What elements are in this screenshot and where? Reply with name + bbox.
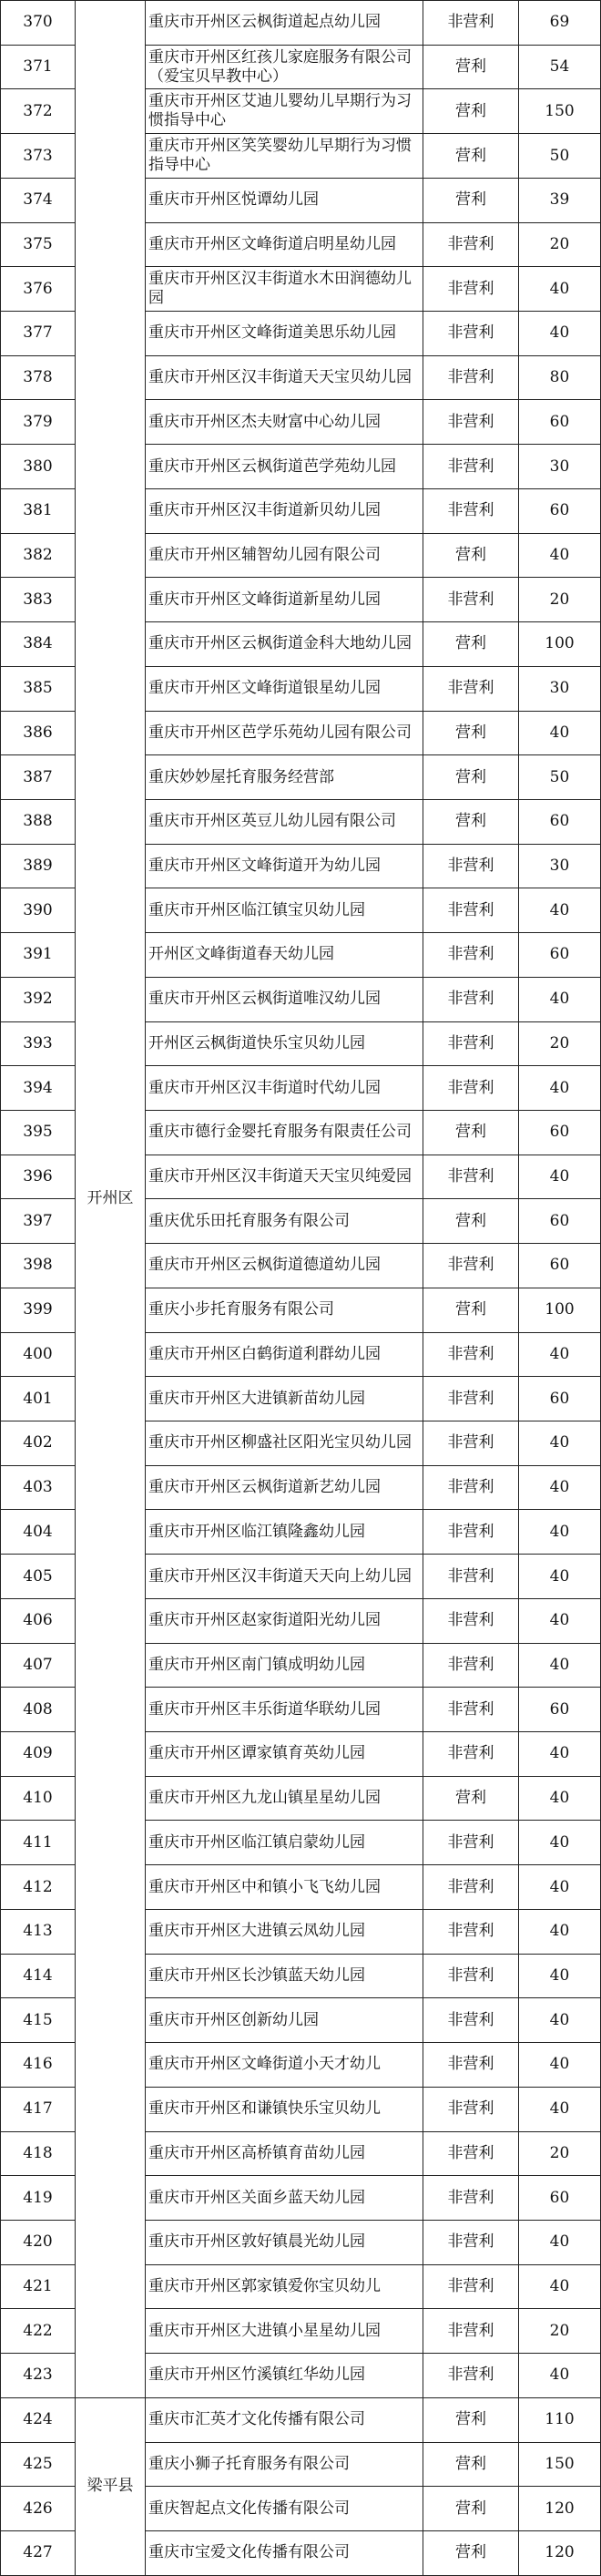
institution-name: 重庆市开州区白鹤街道利群幼儿园	[146, 1332, 423, 1377]
institution-name: 重庆智起点文化传播有限公司	[146, 2487, 423, 2531]
institution-type: 非营利	[423, 267, 519, 312]
institution-name: 重庆市开州区汉丰街道天天宝贝纯爱园	[146, 1155, 423, 1199]
row-number: 406	[1, 1598, 76, 1643]
row-number: 372	[1, 89, 76, 134]
capacity: 40	[519, 2354, 601, 2398]
institution-type: 非营利	[423, 2220, 519, 2264]
capacity: 50	[519, 134, 601, 179]
capacity: 60	[519, 1110, 601, 1155]
institution-type: 非营利	[423, 400, 519, 445]
row-number: 392	[1, 977, 76, 1021]
table-row	[1, 2397, 601, 2442]
institution-name: 重庆市开州区文峰街道启明星幼儿园	[146, 222, 423, 267]
institution-name: 重庆市开州区杰夫财富中心幼儿园	[146, 400, 423, 445]
row-number: 397	[1, 1199, 76, 1244]
capacity: 40	[519, 2220, 601, 2264]
institution-name: 重庆市开州区艾迪儿婴幼儿早期行为习惯指导中心	[146, 89, 423, 134]
capacity: 40	[519, 1821, 601, 1865]
row-number: 393	[1, 1021, 76, 1066]
institution-type: 非营利	[423, 1732, 519, 1777]
institution-type: 非营利	[423, 666, 519, 711]
institution-name: 重庆市宝爱文化传播有限公司	[146, 2530, 423, 2575]
capacity: 40	[519, 1555, 601, 1599]
capacity: 40	[519, 267, 601, 312]
capacity: 20	[519, 2131, 601, 2176]
row-number: 417	[1, 2087, 76, 2131]
row-number: 415	[1, 1998, 76, 2043]
row-number: 391	[1, 933, 76, 978]
institution-type: 非营利	[423, 2043, 519, 2088]
capacity: 40	[519, 2087, 601, 2131]
institution-name: 重庆市开州区竹溪镇红华幼儿园	[146, 2354, 423, 2398]
institution-name: 重庆市开州区悦谭幼儿园	[146, 178, 423, 222]
institution-type: 非营利	[423, 2264, 519, 2309]
capacity: 60	[519, 488, 601, 533]
row-number: 398	[1, 1244, 76, 1288]
capacity: 80	[519, 355, 601, 400]
row-number: 419	[1, 2176, 76, 2221]
capacity: 40	[519, 1865, 601, 1910]
institution-name: 重庆市开州区文峰街道银星幼儿园	[146, 666, 423, 711]
capacity: 110	[519, 2397, 601, 2442]
institution-type: 非营利	[423, 2176, 519, 2221]
row-number: 395	[1, 1110, 76, 1155]
institution-name: 重庆市德行金婴托育服务有限责任公司	[146, 1110, 423, 1155]
capacity: 50	[519, 755, 601, 800]
row-number: 396	[1, 1155, 76, 1199]
institution-name: 重庆市开州区大进镇云凤幼儿园	[146, 1909, 423, 1954]
capacity: 40	[519, 1066, 601, 1111]
institution-type: 非营利	[423, 1021, 519, 1066]
institution-type: 营利	[423, 755, 519, 800]
capacity: 40	[519, 1465, 601, 1510]
capacity: 60	[519, 1377, 601, 1421]
institution-type: 营利	[423, 1288, 519, 1332]
row-number: 381	[1, 488, 76, 533]
capacity: 54	[519, 45, 601, 89]
institution-name: 开州区云枫街道快乐宝贝幼儿园	[146, 1021, 423, 1066]
institution-type: 非营利	[423, 1377, 519, 1421]
capacity: 60	[519, 1688, 601, 1732]
row-number: 426	[1, 2487, 76, 2531]
row-number: 403	[1, 1465, 76, 1510]
institution-type: 非营利	[423, 1865, 519, 1910]
row-number: 371	[1, 45, 76, 89]
capacity: 69	[519, 1, 601, 46]
institution-type: 非营利	[423, 1954, 519, 1998]
institution-type: 非营利	[423, 1332, 519, 1377]
institution-type: 非营利	[423, 1066, 519, 1111]
row-number: 388	[1, 799, 76, 844]
table-row	[1, 1, 601, 46]
institution-type: 营利	[423, 1199, 519, 1244]
institution-name: 重庆市开州区汉丰街道新贝幼儿园	[146, 488, 423, 533]
institution-type: 非营利	[423, 1155, 519, 1199]
row-number: 427	[1, 2530, 76, 2575]
capacity: 60	[519, 799, 601, 844]
institution-name: 重庆市开州区汉丰街道天天向上幼儿园	[146, 1555, 423, 1599]
institution-type: 营利	[423, 622, 519, 667]
institution-name: 重庆市开州区文峰街道开为幼儿园	[146, 844, 423, 888]
institution-name: 重庆市开州区汉丰街道水木田润德幼儿园	[146, 267, 423, 312]
capacity: 40	[519, 1998, 601, 2043]
institution-type: 营利	[423, 799, 519, 844]
institution-name: 重庆妙妙屋托育服务经营部	[146, 755, 423, 800]
capacity: 40	[519, 1954, 601, 1998]
row-number: 399	[1, 1288, 76, 1332]
row-number: 386	[1, 711, 76, 755]
district-cell: 梁平县	[76, 2397, 146, 2575]
row-number: 413	[1, 1909, 76, 1954]
institution-name: 重庆市开州区云枫街道德道幼儿园	[146, 1244, 423, 1288]
institution-type: 非营利	[423, 844, 519, 888]
capacity: 40	[519, 312, 601, 356]
institution-name: 重庆市开州区中和镇小飞飞幼儿园	[146, 1865, 423, 1910]
institution-type: 营利	[423, 134, 519, 179]
institution-name: 重庆市开州区大进镇小星星幼儿园	[146, 2309, 423, 2354]
institution-type: 非营利	[423, 1555, 519, 1599]
capacity: 120	[519, 2530, 601, 2575]
district-cell: 开州区	[76, 1, 146, 2398]
institution-type: 非营利	[423, 1, 519, 46]
row-number: 420	[1, 2220, 76, 2264]
institution-type: 非营利	[423, 1643, 519, 1688]
institution-type: 非营利	[423, 1465, 519, 1510]
capacity: 40	[519, 2043, 601, 2088]
capacity: 40	[519, 1421, 601, 1466]
capacity: 40	[519, 1155, 601, 1199]
row-number: 382	[1, 533, 76, 578]
institution-name: 重庆市开州区文峰街道美思乐幼儿园	[146, 312, 423, 356]
institution-name: 重庆市开州区英豆儿幼儿园有限公司	[146, 799, 423, 844]
institution-name: 重庆市开州区芭学乐苑幼儿园有限公司	[146, 711, 423, 755]
row-number: 379	[1, 400, 76, 445]
institution-name: 重庆市开州区云枫街道唯汉幼儿园	[146, 977, 423, 1021]
row-number: 409	[1, 1732, 76, 1777]
capacity: 100	[519, 622, 601, 667]
capacity: 20	[519, 2309, 601, 2354]
row-number: 410	[1, 1776, 76, 1821]
row-number: 390	[1, 888, 76, 933]
capacity: 40	[519, 1909, 601, 1954]
institution-type: 非营利	[423, 2131, 519, 2176]
institution-type: 非营利	[423, 445, 519, 489]
table-body	[1, 1, 601, 2576]
capacity: 60	[519, 933, 601, 978]
row-number: 383	[1, 578, 76, 622]
capacity: 40	[519, 711, 601, 755]
capacity: 40	[519, 888, 601, 933]
row-number: 370	[1, 1, 76, 46]
institution-name: 重庆市开州区谭家镇育英幼儿园	[146, 1732, 423, 1777]
institution-name: 开州区文峰街道春天幼儿园	[146, 933, 423, 978]
institution-name: 重庆市开州区创新幼儿园	[146, 1998, 423, 2043]
row-number: 378	[1, 355, 76, 400]
row-number: 424	[1, 2397, 76, 2442]
row-number: 376	[1, 267, 76, 312]
institution-name: 重庆小步托育服务有限公司	[146, 1288, 423, 1332]
capacity: 30	[519, 445, 601, 489]
row-number: 405	[1, 1555, 76, 1599]
row-number: 385	[1, 666, 76, 711]
institution-type: 营利	[423, 2530, 519, 2575]
institution-type: 非营利	[423, 1998, 519, 2043]
institution-type: 非营利	[423, 2309, 519, 2354]
institution-type: 非营利	[423, 2087, 519, 2131]
row-number: 411	[1, 1821, 76, 1865]
row-number: 380	[1, 445, 76, 489]
capacity: 60	[519, 1199, 601, 1244]
institution-name: 重庆市开州区敦好镇晨光幼儿园	[146, 2220, 423, 2264]
institution-type: 非营利	[423, 1909, 519, 1954]
institution-name: 重庆市开州区柳盛社区阳光宝贝幼儿园	[146, 1421, 423, 1466]
institution-type: 非营利	[423, 1688, 519, 1732]
capacity: 39	[519, 178, 601, 222]
institution-name: 重庆市开州区九龙山镇星星幼儿园	[146, 1776, 423, 1821]
row-number: 401	[1, 1377, 76, 1421]
row-number: 375	[1, 222, 76, 267]
row-number: 423	[1, 2354, 76, 2398]
institution-type: 非营利	[423, 578, 519, 622]
institution-name: 重庆市开州区辅智幼儿园有限公司	[146, 533, 423, 578]
institution-type: 非营利	[423, 222, 519, 267]
capacity: 60	[519, 400, 601, 445]
capacity: 40	[519, 1510, 601, 1555]
row-number: 408	[1, 1688, 76, 1732]
institution-name: 重庆市开州区红孩儿家庭服务有限公司（爱宝贝早教中心）	[146, 45, 423, 89]
row-number: 404	[1, 1510, 76, 1555]
institution-type: 非营利	[423, 488, 519, 533]
institution-type: 非营利	[423, 977, 519, 1021]
institution-type: 非营利	[423, 1421, 519, 1466]
row-number: 373	[1, 134, 76, 179]
institution-type: 营利	[423, 533, 519, 578]
institution-type: 营利	[423, 89, 519, 134]
capacity: 150	[519, 2442, 601, 2487]
institution-type: 营利	[423, 178, 519, 222]
institution-type: 非营利	[423, 1510, 519, 1555]
capacity: 30	[519, 666, 601, 711]
row-number: 400	[1, 1332, 76, 1377]
capacity: 40	[519, 1598, 601, 1643]
institution-type: 营利	[423, 2442, 519, 2487]
institution-type: 非营利	[423, 312, 519, 356]
capacity: 20	[519, 1021, 601, 1066]
institution-type: 非营利	[423, 1821, 519, 1865]
row-number: 407	[1, 1643, 76, 1688]
capacity: 60	[519, 1244, 601, 1288]
institution-name: 重庆市开州区丰乐街道华联幼儿园	[146, 1688, 423, 1732]
row-number: 421	[1, 2264, 76, 2309]
capacity: 40	[519, 1643, 601, 1688]
institution-name: 重庆市开州区临江镇隆鑫幼儿园	[146, 1510, 423, 1555]
capacity: 30	[519, 844, 601, 888]
institution-type: 营利	[423, 1776, 519, 1821]
row-number: 374	[1, 178, 76, 222]
institution-name: 重庆市开州区关面乡蓝天幼儿园	[146, 2176, 423, 2221]
row-number: 418	[1, 2131, 76, 2176]
institution-name: 重庆市开州区笑笑婴幼儿早期行为习惯指导中心	[146, 134, 423, 179]
institution-type: 营利	[423, 45, 519, 89]
institution-name: 重庆市开州区长沙镇蓝天幼儿园	[146, 1954, 423, 1998]
institution-name: 重庆市开州区郭家镇爱你宝贝幼儿	[146, 2264, 423, 2309]
capacity: 40	[519, 1776, 601, 1821]
institution-name: 重庆市开州区和谦镇快乐宝贝幼儿	[146, 2087, 423, 2131]
row-number: 425	[1, 2442, 76, 2487]
capacity: 20	[519, 578, 601, 622]
institution-type: 非营利	[423, 355, 519, 400]
row-number: 384	[1, 622, 76, 667]
institution-name: 重庆市开州区南门镇成明幼儿园	[146, 1643, 423, 1688]
institution-name: 重庆市汇英才文化传播有限公司	[146, 2397, 423, 2442]
institution-type: 营利	[423, 2487, 519, 2531]
institution-name: 重庆市开州区云枫街道芭学苑幼儿园	[146, 445, 423, 489]
institution-name: 重庆市开州区汉丰街道天天宝贝幼儿园	[146, 355, 423, 400]
institution-type: 非营利	[423, 933, 519, 978]
institution-type: 营利	[423, 2397, 519, 2442]
row-number: 387	[1, 755, 76, 800]
institution-type: 营利	[423, 1110, 519, 1155]
capacity: 40	[519, 977, 601, 1021]
row-number: 422	[1, 2309, 76, 2354]
institution-name: 重庆市开州区高桥镇育苗幼儿园	[146, 2131, 423, 2176]
capacity: 40	[519, 533, 601, 578]
row-number: 377	[1, 312, 76, 356]
institution-name: 重庆优乐田托育服务有限公司	[146, 1199, 423, 1244]
institution-name: 重庆市开州区云枫街道金科大地幼儿园	[146, 622, 423, 667]
capacity: 150	[519, 89, 601, 134]
capacity: 40	[519, 1732, 601, 1777]
row-number: 416	[1, 2043, 76, 2088]
institution-type: 非营利	[423, 1244, 519, 1288]
institution-type: 非营利	[423, 2354, 519, 2398]
row-number: 414	[1, 1954, 76, 1998]
institution-type: 营利	[423, 711, 519, 755]
capacity: 120	[519, 2487, 601, 2531]
capacity: 20	[519, 222, 601, 267]
capacity: 100	[519, 1288, 601, 1332]
institution-type: 非营利	[423, 888, 519, 933]
capacity: 60	[519, 2176, 601, 2221]
institution-name: 重庆市开州区云枫街道新艺幼儿园	[146, 1465, 423, 1510]
row-number: 412	[1, 1865, 76, 1910]
institution-name: 重庆市开州区临江镇宝贝幼儿园	[146, 888, 423, 933]
institution-name: 重庆市开州区云枫街道起点幼儿园	[146, 1, 423, 46]
institution-name: 重庆市开州区文峰街道新星幼儿园	[146, 578, 423, 622]
institution-name: 重庆市开州区文峰街道小天才幼儿	[146, 2043, 423, 2088]
institution-name: 重庆市开州区赵家街道阳光幼儿园	[146, 1598, 423, 1643]
capacity: 40	[519, 2264, 601, 2309]
institution-type: 非营利	[423, 1598, 519, 1643]
institution-name: 重庆小狮子托育服务有限公司	[146, 2442, 423, 2487]
institution-name: 重庆市开州区汉丰街道时代幼儿园	[146, 1066, 423, 1111]
institution-name: 重庆市开州区大进镇新苗幼儿园	[146, 1377, 423, 1421]
institution-name: 重庆市开州区临江镇启蒙幼儿园	[146, 1821, 423, 1865]
row-number: 389	[1, 844, 76, 888]
capacity: 40	[519, 1332, 601, 1377]
row-number: 402	[1, 1421, 76, 1466]
row-number: 394	[1, 1066, 76, 1111]
